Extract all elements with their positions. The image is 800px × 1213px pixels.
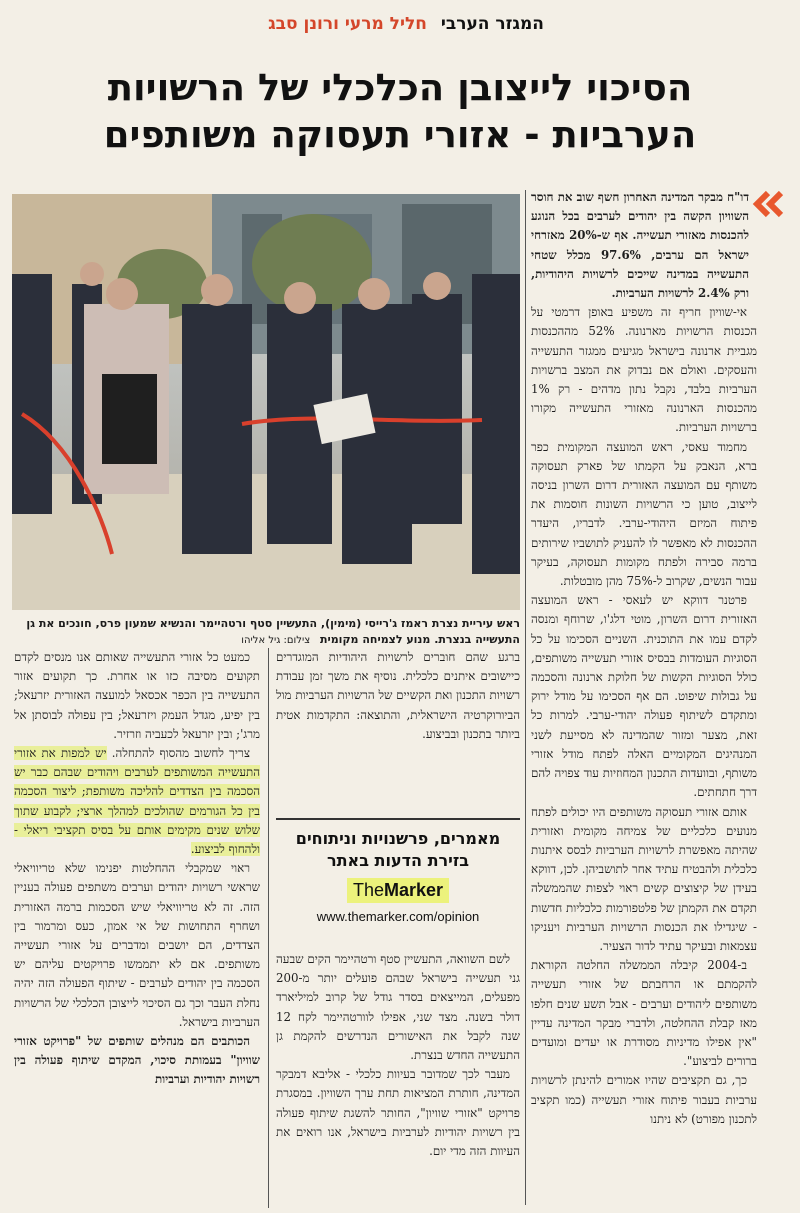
section-header [268, 14, 544, 34]
author-bio: הכותבים הם מנהלים שותפים של "פרויקט אזורי שוויון" בעמותת סיכוי, המקדם שיתוף פעולה בין רשויות יהודיות וערביות [14, 1034, 260, 1087]
paragraph: פרטנר דווקא יש לעאסי - ראש המועצה האזורית דרום השרון, מוטי דלג'ו, שרוחף ומנסה לקדם עמו את התוכנית. השניים הסכימו על כל הסוגיות העומדות בבסיס אזורי תעשייה משותפים, כולל הסוגיות הקשות של חלוקת ארנונה והסכמה על גבולות שיפוט. הם אף הסכימו על מודל ירוק ומתקדם לשיתוף פעולה יהודי-ערבי. למרות כל זאת, מצער ומזור שהמדינה לא מסייעת לשני המנהיגים המקומיים האלה לפתח מודל אזורי משותף, ובוועדות התכנון המחוזיות עוד צפויה להם דרך חתחתים. [531, 593, 757, 800]
logo-part-marker: Marker [383, 880, 444, 900]
promo-border [276, 818, 520, 828]
paragraph: מעבר לכך שמדובר בעיוות כלכלי - אליבא דמבקר המדינה, חותרת המציאות תחת ערך השוויון. במסגרת פרויקט "אזורי שוויון", החותר להשגת שיתוף פעולה בין רשויות יהודיות לערביות בישראל, אנו רואים את העיוות הזה מדי יום. [276, 1067, 520, 1159]
lead-paragraph: דו"ח מבקר המדינה האחרון חשף שוב את חוסר השוויון הקשה בין יהודים לערבים בכל הנוגע להכנסות מאזורי תעשייה. אף ש-20% מאזרחי ישראל הם ערבים, 97.6% מכלל שטחי התעשייה במדינה שייכים לרשויות היהודיות, ורק 2.4% לרשויות הערביות. [531, 190, 749, 301]
paragraph [14, 744, 260, 859]
photo-illustration [12, 194, 520, 610]
headline-line-1: הסיכוי לייצובן הכלכלי של הרשויות [107, 66, 693, 109]
headline-line-2: הערביות - אזורי תעסוקה משותפים [103, 113, 697, 156]
paragraph: ראוי שמקבלי ההחלטות יפנימו שלא טריוויאלי שראשי רשויות יהודים וערבים משתפים פעולה בעניין הזה. זה לא טריוויאלי שיש הסכמות ברמה האזורית ושחרף התחושות של אי אמון, כעס ומרמור בין הצדדים, הם יושבים ומדברים על אזורי תעשייה משותפים. אם לא יתממשו פרויקטים עליהם יש הסכמה בין יהודים לערבים - שיתוף הפעולה הזה יהיה נחלת העבר וכך גם הסיכוי לייצובן הכלכלי של הרשויות הערביות בישראל. [14, 861, 260, 1029]
paragraph: אי-שוויון חריף זה משפיע באופן דרמטי על הכנסות הרשויות מארנונה. 52% מההכנסות מגביית ארנונה בישראל מגיעים ממגזר התעשייה והעסקים. ואולם אם נבדוק את המצב ברשויות הערביות בלבד, נקבל נתון מדהים - רק 1% מהכנסות הארנונה מאזורי התעשייה מקורו ברשויות הערביות. [531, 305, 757, 435]
paragraph: אותם אזורי תעסוקה משותפים היו יכולים לפתח מנועים כלכליים של צמיחה מקומית ואזורית שהיתה מאפשרת לרשויות הערביות לבסס איתנות כלכלית ולהבטיח עתיד אחר לתושביהן. לכן, דווקא בעידן של קיצוצים קשים ראוי לצפות שהממשלה תקדם את הקמתן של פלטפורמות כלכליות חדשות - שיגדילו את הכנסות הרשויות הערביות ויעניקו עצמאות ובעיקר עתיד לדור הצעיר. [531, 804, 757, 953]
promo-spacer [276, 744, 520, 828]
paragraph-start: צריך לחשוב מהסוף להתחלה. [106, 746, 250, 761]
highlighted-text: יש למפות את אזורי התעשייה המשותפים לערבים ויהודים שבהם כבר יש הסכמה בין הצדדים להליכה משותפת; ליצור הסכמה בין כל הגורמים שהולכים למהלך ארצי; לקבוע שתוך שלוש שנים מקימים אותם על בסיס תקציבי ריאלי - ולהחוף לביצוע. [14, 746, 260, 857]
themarker-logo [347, 878, 449, 903]
paragraph: מחמוד עאסי, ראש המועצה המקומית כפר ברא, הנאבק על הקמתו של פארק תעסוקה משותף עם המועצה האזורית דרום השרון בניסה לייצוב, טוען כי הרשויות השונות חוסמות את פיתוח המיזם היהודי-ערבי. לדבריו, היעדר ההכנסות לא מאפשר לו להעניק לתושביו שירותים ברמה סבירה ולפתח מקומות תעסוקה, בעיקר עבור הנשים, שקרוב ל-75% מהן מובטלות. [531, 439, 757, 589]
promo-title-1: מאמרים, פרשנויות וניתוחים [295, 829, 501, 848]
promo-title-2: בזירת הדעות באתר [326, 851, 470, 870]
ribbon-cutting-photo [12, 194, 520, 610]
photo-caption [12, 616, 520, 649]
opinion-promo-box[interactable] [276, 818, 520, 924]
column-divider [268, 648, 269, 1208]
paragraph: כמעט כל אזורי התעשייה שאותם אנו מנסים לקדם תקועים מסיבה כזו או אחרת. כך תקועים אזור התעשייה בין הכפר אכסאל למועצה האזורית יזרעאל; בין יפיע, מגדל העמק ויזרעאל; בין עפולה לבוסתן אל מרג'; ובין יזרעאל לכעביה וזרזיר. [14, 650, 260, 741]
logo-part-the: The [352, 880, 384, 900]
authors: חליל מרעי ורונן סבג [268, 14, 427, 34]
right-column [531, 188, 757, 1203]
middle-column [276, 648, 520, 1208]
paragraph: כך, גם תקציבים שהיו אמורים להינתן לרשויות ערביות בעבור פיתוח אזורי תעשייה (כמו תקציב לתכנון מפורט) לא ניתנו [531, 1073, 757, 1126]
promo-url-link[interactable]: www.themarker.com/opinion [316, 909, 480, 924]
section-name: המגזר הערבי [440, 14, 544, 34]
caption-text: ראש עיריית נצרת ראמז ג'רייסי (מימין), התעשיין סטף ורטהיימר והנשיא שמעון פרס, חונכים את גן התעשייה בנצרת. מנוע לצמיחה מקומית [26, 617, 520, 646]
column-divider [525, 190, 526, 1205]
paragraph: ב-2004 קיבלה הממשלה החלטה הקוראת להקמתם או הרחבתם של אזורי תעשייה משותפים ליהודים וערבים - אבל תשע שנים חלפו מאז קבלת ההחלטה, ולדברי מבקר המדינה עדיין "אין אפילו מדיניות מסודרת או יעדים ומועדים ברורים לביצוע". [531, 958, 757, 1069]
headline [60, 64, 740, 158]
photo-credit: צילום: גיל אליהו [241, 635, 311, 646]
paragraph: ברגע שהם חוברים לרשויות היהודיות המוגדרים כיישובים איתנים כלכלית. נוסיף את משך זמן עבודת רשויות התכנון ואת הקשיים של הרשויות הערביות מול הביורוקרטיה הישראלית, והתוצאה: התקדמות אטית ביותר בתכנון ובביצוע. [276, 650, 520, 741]
paragraph: לשם השוואה, התעשיין סטף ורטהיימר הקים שבעה גני תעשייה בישראל שבהם פועלים יותר מ-200 מפעלים, המייצאים בסדר גודל של קרוב למיליארד דולר בשנה. מצד שני, אפילו לוורטהיימר לקח 12 שנה לקבל את האישורים הנדרשים להקמת גן התעשייה החדש בנצרת. [276, 952, 520, 1063]
left-column [14, 648, 260, 1208]
